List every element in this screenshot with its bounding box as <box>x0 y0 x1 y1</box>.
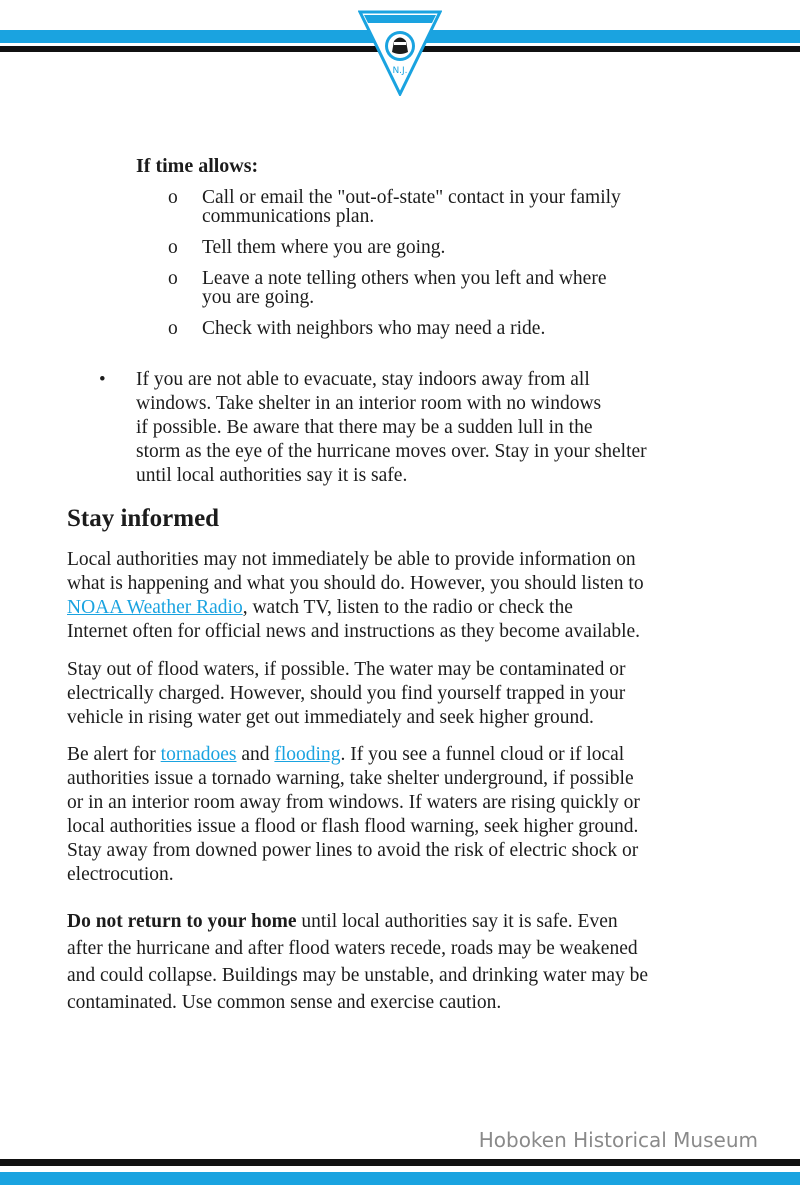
paragraph-local-authorities: Local authorities may not immediately be able to provide information on what is happening and what you should do. However, you should listen to NOAA Weather Radio, watch TV, listen to the radio or check the Internet often for official news and instructions as they become available. <box>67 549 644 642</box>
list-item-text: Leave a note telling others when you left and where <box>202 268 607 289</box>
list-item <box>168 269 688 307</box>
list-item <box>168 319 688 338</box>
logo-bottom-text: N.J. <box>392 66 408 76</box>
list-marker: o <box>168 187 178 208</box>
list-item-text: Tell them where you are going. <box>202 237 446 258</box>
bottom-black-stripe <box>0 1159 800 1166</box>
list-item-text: you are going. <box>202 287 315 308</box>
paragraph-flood-waters: Stay out of flood waters, if possible. The water may be contaminated or electrically charged. However, should you find yourself trapped in your vehicle in rising water get out immediately and seek higher ground. <box>67 659 626 728</box>
list-item-text: communications plan. <box>202 206 375 227</box>
paragraph-do-not-return: Do not return to your home until local authorities say it is safe. Even after the hurricane and after flood waters recede, roads may be weakened and could collapse. Buildings may be unstable, and drinking water may be contaminated. Use common sense and exercise caution. <box>67 911 649 1013</box>
logo-top-text: HOBOKEN <box>372 15 428 26</box>
flooding-link[interactable]: flooding <box>274 744 341 765</box>
noaa-weather-radio-link[interactable]: NOAA Weather Radio <box>67 597 243 618</box>
list-marker: o <box>168 318 178 339</box>
list-item-text: Check with neighbors who may need a ride. <box>202 318 546 339</box>
do-not-return-bold: Do not return to your home <box>67 911 297 932</box>
museum-credit: Hoboken Historical Museum <box>478 1128 758 1152</box>
tornadoes-link[interactable]: tornadoes <box>160 744 237 765</box>
hoboken-logo <box>358 10 442 96</box>
bullet-marker: • <box>99 369 106 390</box>
if-time-allows-list <box>168 188 688 350</box>
list-marker: o <box>168 268 178 289</box>
list-item <box>168 238 688 257</box>
bottom-blue-stripe <box>0 1172 800 1185</box>
paragraph-be-alert: Be alert for tornadoes and flooding. If you see a funnel cloud or if local authorities issue a tornado warning, take shelter underground, if possible or in an interior room away from windows. If waters are rising quickly or local authorities issue a flood or flash flood warning, seek higher ground. Stay away from downed power lines to avoid the risk of electric shock or electrocution. <box>67 744 640 885</box>
list-item-text: Call or email the "out-of-state" contact in your family <box>202 187 621 208</box>
list-marker: o <box>168 237 178 258</box>
list-item <box>168 188 688 226</box>
stay-informed-heading: Stay informed <box>67 505 220 532</box>
if-time-allows-heading: If time allows: <box>136 155 259 177</box>
shelter-paragraph: If you are not able to evacuate, stay indoors away from all windows. Take shelter in an interior room with no windows if possible. Be aware that there may be a sudden lull in the storm as the eye of the hurricane moves over. Stay in your shelter until local authorities say it is safe. <box>136 369 647 486</box>
